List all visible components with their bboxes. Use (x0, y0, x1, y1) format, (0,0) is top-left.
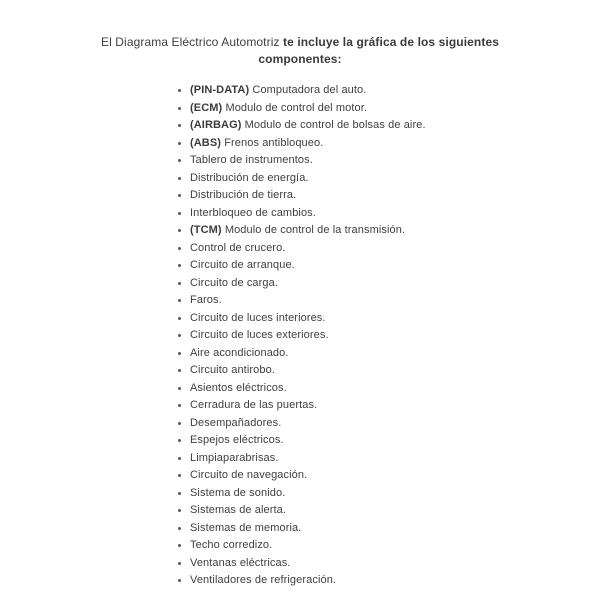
component-label: Modulo de control de la transmisión. (224, 224, 406, 236)
component-label: Modulo de control de bolsas de aire. (244, 119, 426, 131)
component-label: Faros. (190, 294, 222, 306)
list-item (190, 222, 600, 240)
list-item (190, 362, 600, 380)
title-bold-text: te incluye la gráfica de los siguientes componentes: (258, 35, 499, 66)
component-label: Sistema de sonido. (190, 486, 286, 499)
component-label: Limpiaparabrisas. (190, 451, 279, 464)
components-list (172, 82, 600, 590)
component-label: Ventanas eléctricas. (190, 556, 291, 569)
list-item (190, 380, 600, 398)
list-item (190, 152, 600, 170)
component-label: Control de crucero. (190, 241, 286, 254)
list-item (190, 485, 600, 503)
component-label: Distribución de energía. (190, 171, 309, 184)
list-item (190, 82, 600, 100)
list-item (190, 345, 600, 363)
component-label: Sistemas de memoria. (190, 521, 302, 534)
component-label: Cerradura de las puertas. (190, 399, 318, 411)
list-item (190, 502, 600, 520)
list-item (190, 432, 600, 450)
title-regular-text: El Diagrama Eléctrico Automotriz (100, 35, 284, 49)
component-label: Aire acondicionado. (190, 346, 289, 359)
component-label: Interbloqueo de cambios. (190, 206, 316, 219)
list-item (190, 327, 600, 345)
component-label: Circuito de navegación. (190, 469, 308, 481)
list-item (190, 100, 600, 118)
list-item (190, 450, 600, 468)
list-item (190, 467, 600, 485)
list-item (190, 555, 600, 573)
list-item (190, 537, 600, 555)
component-label: Circuito de arranque. (190, 259, 295, 271)
component-label: Sistemas de alerta. (190, 504, 287, 516)
list-item (190, 117, 600, 135)
list-item (190, 170, 600, 188)
component-label: Desempañadores. (190, 416, 282, 429)
list-item (190, 397, 600, 415)
component-code: (ABS) (190, 136, 225, 149)
list-item (190, 572, 600, 590)
component-code: (TCM) (190, 224, 225, 236)
component-label: Frenos antibloqueo. (224, 136, 324, 149)
list-item (190, 187, 600, 205)
component-label: Circuito antirobo. (190, 364, 275, 376)
list-item (190, 310, 600, 328)
list-item (190, 292, 600, 310)
component-label: Circuito de luces interiores. (190, 311, 326, 324)
page-title (70, 34, 530, 68)
component-label: Techo corredizo. (190, 539, 273, 551)
list-item (190, 275, 600, 293)
component-label: Distribución de tierra. (190, 189, 297, 201)
list-item (190, 135, 600, 153)
component-label: Ventiladores de refrigeración. (190, 574, 337, 586)
list-item (190, 415, 600, 433)
component-code: (AIRBAG) (190, 119, 245, 131)
component-label: Tablero de instrumentos. (190, 154, 313, 166)
component-label: Circuito de luces exteriores. (190, 329, 329, 341)
list-item (190, 205, 600, 223)
component-label: Circuito de carga. (190, 276, 279, 289)
component-label: Computadora del auto. (252, 84, 367, 96)
component-label: Modulo de control del motor. (225, 101, 368, 114)
component-code: (ECM) (190, 101, 226, 114)
component-label: Asientos eléctricos. (190, 381, 287, 394)
component-code: (PIN-DATA) (190, 84, 253, 96)
list-item (190, 520, 600, 538)
list-item (190, 257, 600, 275)
component-label: Espejos eléctricos. (190, 434, 284, 446)
list-item (190, 240, 600, 258)
